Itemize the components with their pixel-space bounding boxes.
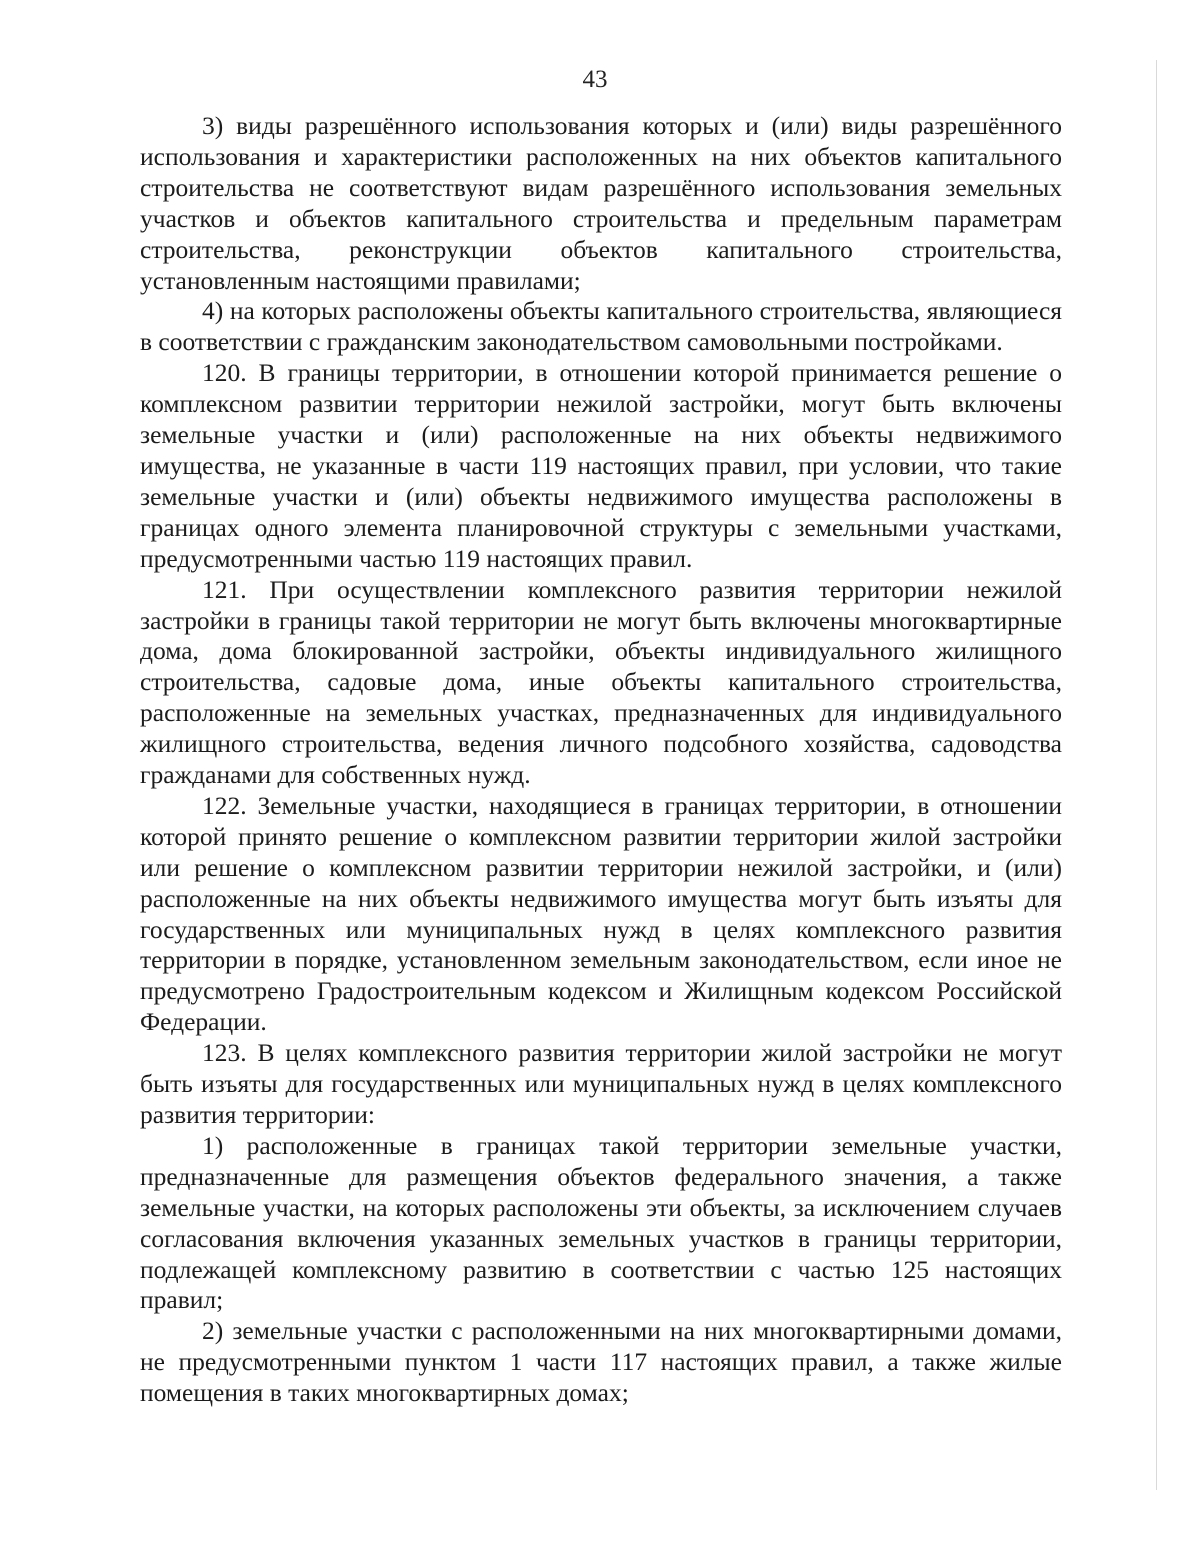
paragraph-123-item-2: 2) земельные участки с расположенными на них многоквартирными домами, не предусмотренными пунктом 1 части 117 настоящих правил, а также жилые помещения в таких многоквартирных домах; [140,1316,1062,1408]
paragraph-122: 122. Земельные участки, находящиеся в границах территории, в отношении которой принято решение о комплексном развитии территории жилой застройки или решение о комплексном развитии территории нежилой застройки, и (или) расположенные на них объекты недвижимого имущества могут быть изъяты для государственных или муниципальных нужд в целях комплексного развития территории в порядке, установленном земельным законодательством, если иное не предусмотрено Градостроительным кодексом и Жилищным кодексом Российской Федерации. [140,790,1062,1037]
paragraph-item-3: 3) виды разрешённого использования которых и (или) виды разрешённого использования и характеристики расположенных на них объектов капитального строительства не соответствуют видам разрешённого использования земельных участков и объектов капитального строительства и предельным параметрам строительства, реконструкции объектов капитального строительства, установленным настоящими правилами; [140,111,1062,295]
paragraph-123-item-1: 1) расположенные в границах такой территории земельные участки, предназначенные для размещения объектов федерального значения, а также земельные участки, на которых расположены эти объекты, за исключением случаев согласования включения указанных земельных участков в границы территории, подлежащей комплексному развитию в соответствии с частью 125 настоящих правил; [140,1130,1062,1315]
page-number: 43 [582,66,608,93]
document-body [140,111,1062,1409]
paragraph-121: 121. При осуществлении комплексного развития территории нежилой застройки в границы такой территории не могут быть включены многоквартирные дома, дома блокированной застройки, объекты индивидуального жилищного строительства, садовые дома, иные объекты капитального строительства, расположенные на земельных участках, предназначенных для индивидуального жилищного строительства, ведения личного подсобного хозяйства, садоводства гражданами для собственных нужд. [140,574,1062,790]
paragraph-120: 120. В границы территории, в отношении которой принимается решение о комплексном развитии территории нежилой застройки, могут быть включены земельные участки и (или) расположенные на них объекты недвижимого имущества, не указанные в части 119 настоящих правил, при условии, что такие земельные участки и (или) объекты недвижимого имущества расположены в границах одного элемента планировочной структуры с земельными участками, предусмотренными частью 119 настоящих правил. [140,358,1062,573]
paragraph-item-4: 4) на которых расположены объекты капитального строительства, являющиеся в соответствии с гражданским законодательством самовольными постройками. [140,296,1062,357]
scan-edge-line [1156,60,1157,1490]
paragraph-123: 123. В целях комплексного развития территории жилой застройки не могут быть изъяты для государственных или муниципальных нужд в целях комплексного развития территории: [140,1038,1062,1129]
